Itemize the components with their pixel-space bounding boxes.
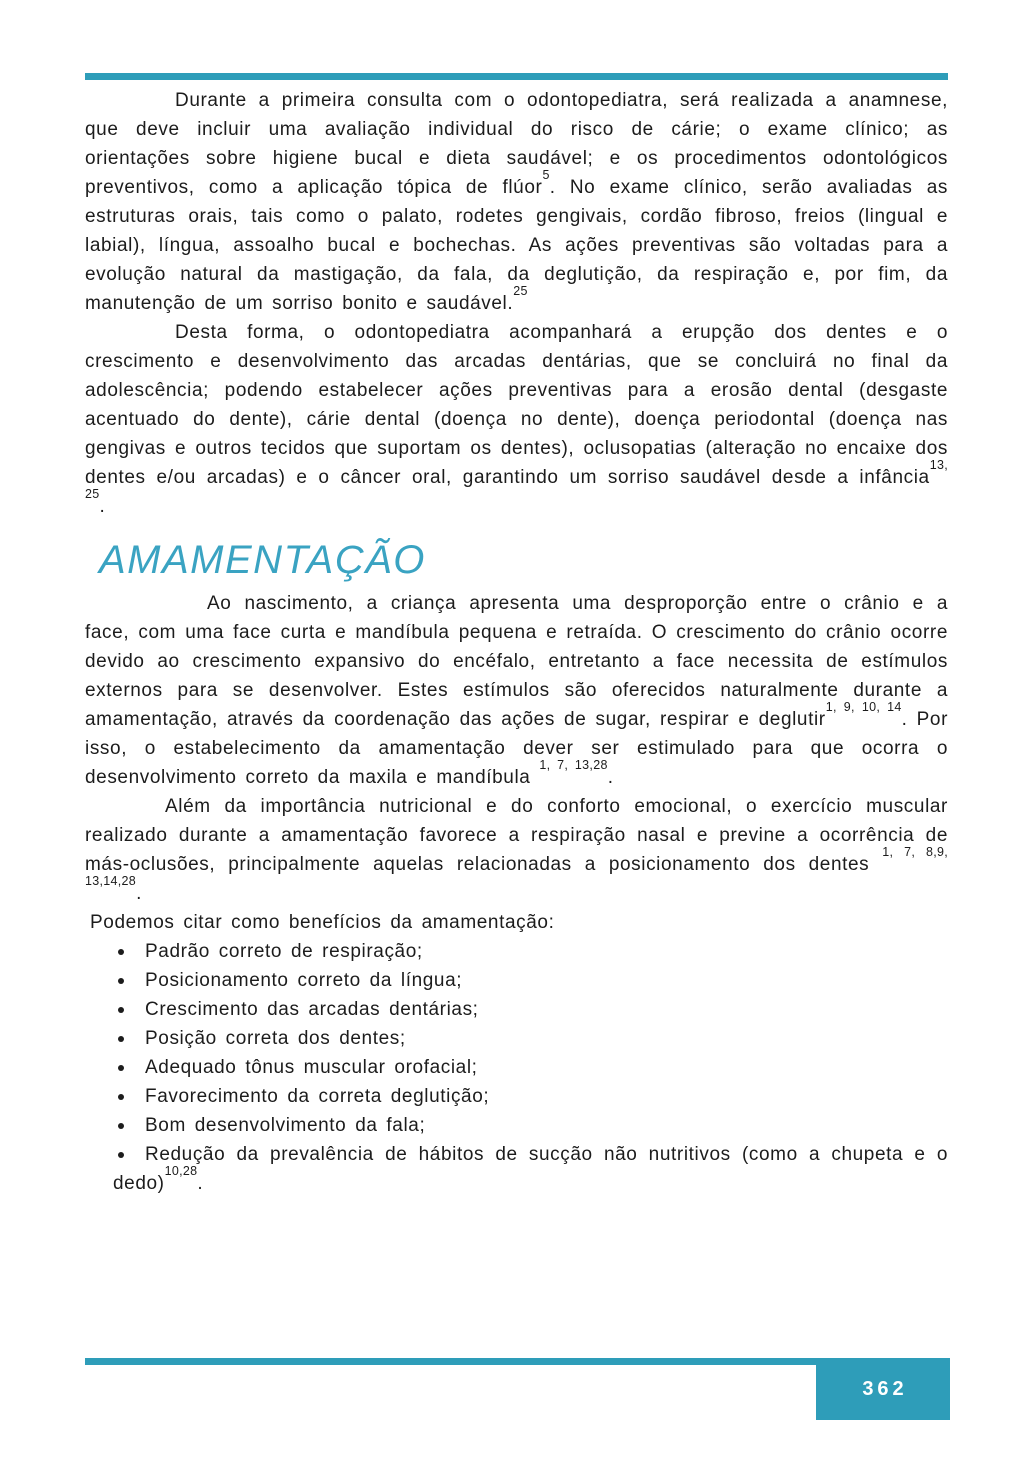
citation-superscript: 1, 7, 13,28 xyxy=(539,757,608,772)
text-run: . xyxy=(99,496,106,517)
paragraph xyxy=(85,589,948,792)
benefit-list-item xyxy=(85,1111,948,1140)
text-run: Bom desenvolvimento da fala; xyxy=(145,1115,426,1136)
text-run: Crescimento das arcadas dentárias; xyxy=(145,999,479,1020)
text-run: Além da importância nutricional e do conforto emocional, o exercício muscular realizado durante a amamentação favorece a respiração nasal e previne a ocorrência de más-oclusões, principalmente aquelas relacionadas a posicionamento dos dentes xyxy=(85,796,948,875)
benefit-list-item xyxy=(85,966,948,995)
top-rule xyxy=(85,73,948,80)
page-number-badge xyxy=(816,1358,950,1420)
text-run: . xyxy=(607,767,614,788)
benefit-list-item xyxy=(85,995,948,1024)
paragraph xyxy=(85,318,948,521)
text-run: . xyxy=(197,1173,204,1194)
text-run: Ao nascimento, a criança apresenta uma desproporção entre o crânio e a face, com uma face curta e mandíbula pequena e retraída. O crescimento do crânio ocorre devido ao crescimento expansivo do encéfalo, entretanto a face necessita de estímulos externos para se desenvolver. Estes estímulos são oferecidos naturalmente durante a amamentação, através da coordenação das ações de sugar, respirar e deglutir xyxy=(85,593,948,730)
text-run: Redução da prevalência de hábitos de sucção não nutritivos (como a chupeta e o dedo) xyxy=(113,1144,948,1194)
paragraph xyxy=(85,86,948,318)
text-run: Desta forma, o odontopediatra acompanhará a erupção dos dentes e o crescimento e desenvolvimento das arcadas dentárias, que se concluirá no final da adolescência; podendo estabelecer ações preventivas para a erosão dental (desgaste acentuado do dente), cárie dental (doença no dente), doença periodontal (doença nas gengivas e outros tecidos que suportam os dentes), oclusopatias (alteração no encaixe dos dentes e/ou arcadas) e o câncer oral, garantindo um sorriso saudável desde a infância xyxy=(85,322,948,488)
citation-superscript: 10,28 xyxy=(164,1163,198,1178)
benefits-list xyxy=(85,937,948,1198)
benefit-list-item xyxy=(85,1082,948,1111)
text-run: . No exame clínico, serão avaliadas as estruturas orais, tais como o palato, rodetes gengivais, cordão fibroso, freios (lingual e labial), língua, assoalho bucal e bochechas. As ações preventivas são voltadas para a evolução natural da mastigação, da fala, da deglutição, da respiração e, por fim, da manutenção de um sorriso bonito e saudável. xyxy=(85,177,948,314)
text-run: Adequado tônus muscular orofacial; xyxy=(145,1057,478,1078)
benefits-list-intro: Podemos citar como benefícios da amamentação: xyxy=(90,912,555,933)
citation-superscript: 5 xyxy=(542,167,550,182)
citation-superscript: 1, 9, 10, 14 xyxy=(825,699,902,714)
citation-superscript: 25 xyxy=(513,283,528,298)
bottom-rule xyxy=(85,1358,816,1365)
page-number: 362 xyxy=(862,1377,908,1400)
text-run: Padrão correto de respiração; xyxy=(145,941,423,962)
section-paragraphs xyxy=(85,589,948,908)
intro-paragraphs xyxy=(85,86,948,521)
benefit-list-item xyxy=(85,1053,948,1082)
page-content xyxy=(85,86,948,1198)
citation-superscript: 1, 7, 8,9, 13,14,28 xyxy=(85,844,948,888)
text-run: Favorecimento da correta deglutição; xyxy=(145,1086,490,1107)
text-run: Posição correta dos dentes; xyxy=(145,1028,406,1049)
text-run: Posicionamento correto da língua; xyxy=(145,970,463,991)
text-run: . Por isso, o estabelecimento da amamentação dever ser estimulado para que ocorra o desenvolvimento correto da maxila e mandíbula xyxy=(85,709,948,788)
paragraph xyxy=(85,792,948,908)
citation-superscript: 13, 25 xyxy=(85,457,948,501)
benefit-list-item xyxy=(85,1024,948,1053)
benefit-list-item xyxy=(85,1140,948,1198)
benefit-list-item xyxy=(85,937,948,966)
text-run: Durante a primeira consulta com o odontopediatra, será realizada a anamnese, que deve incluir uma avaliação individual do risco de cárie; o exame clínico; as orientações sobre higiene bucal e dieta saudável; e os procedimentos odontológicos preventivos, como a aplicação tópica de flúor xyxy=(85,90,948,198)
section-heading: AMAMENTAÇÃO xyxy=(99,538,426,582)
text-run: . xyxy=(136,883,142,904)
